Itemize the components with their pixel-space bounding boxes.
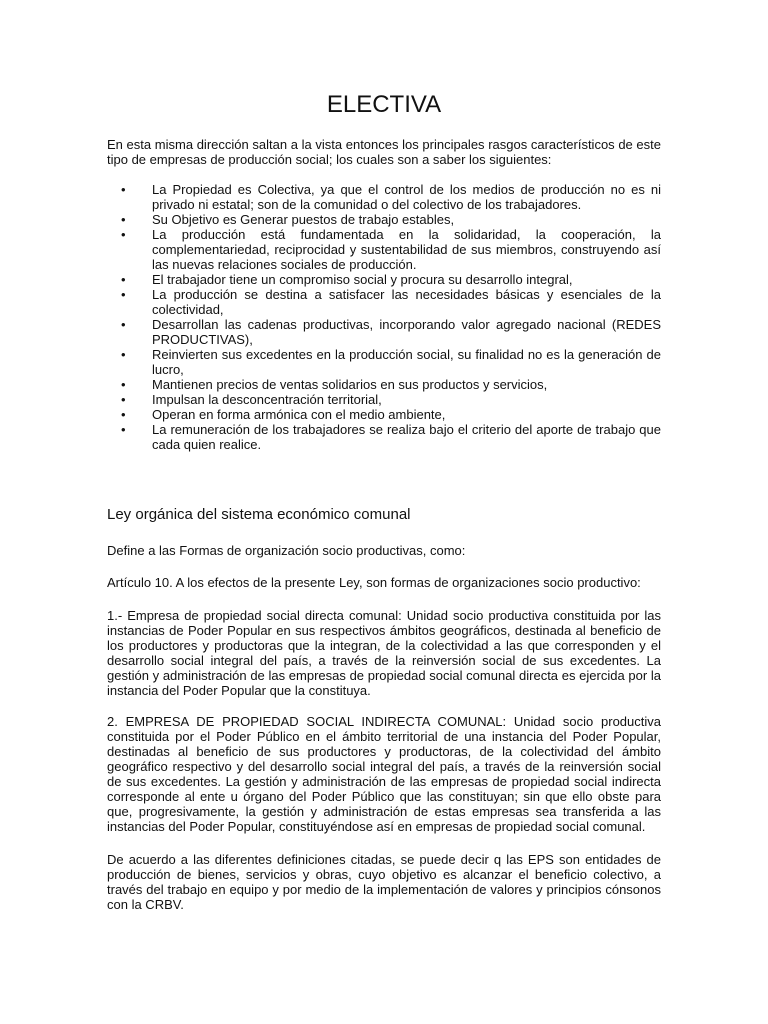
body-paragraph: 2. EMPRESA DE PROPIEDAD SOCIAL INDIRECTA COMUNAL: Unidad socio productiva constituida por el Poder Público en el ámbito territorial de una instancia del Poder Popular, destinadas al beneficio de sus productores y productoras, de la colectividad del ámbito geográfico respectivo y del desarrollo social integral del país, a través de la reinversión social de sus excedentes. La gestión y administración de las empresas de propiedad social indirecta corresponde al ente u órgano del Poder Público que las constituyan; sin que ello obste para que, progresivamente, la gestión y administración de estas empresas sea transferida a las instancias del Poder Popular, constituyéndose así en empresas de propiedad social comunal.	[107, 714, 661, 834]
list-item-text: La remuneración de los trabajadores se realiza bajo el criterio del aporte de trabajo que cada quien realice.	[152, 422, 661, 452]
list-item	[107, 212, 661, 227]
list-item-text: El trabajador tiene un compromiso social y procura su desarrollo integral,	[152, 272, 573, 287]
list-item	[107, 227, 661, 272]
list-item	[107, 317, 661, 347]
list-item-text: Operan en forma armónica con el medio ambiente,	[152, 407, 446, 422]
bullet-icon: •	[121, 347, 126, 362]
bullet-icon: •	[121, 212, 126, 227]
bullet-icon: •	[121, 407, 126, 422]
bullet-icon: •	[121, 227, 126, 242]
intro-paragraph: En esta misma dirección saltan a la vista entonces los principales rasgos característicos de este tipo de empresas de producción social; los cuales son a saber los siguientes:	[107, 137, 661, 167]
list-item	[107, 407, 661, 422]
list-item	[107, 377, 661, 392]
list-item-text: Reinvierten sus excedentes en la producción social, su finalidad no es la generación de lucro,	[152, 347, 661, 377]
bullet-icon: •	[121, 377, 126, 392]
list-item-text: Mantienen precios de ventas solidarios en sus productos y servicios,	[152, 377, 548, 392]
bullet-icon: •	[121, 392, 126, 407]
body-paragraph: 1.- Empresa de propiedad social directa comunal: Unidad socio productiva constituida por las instancias de Poder Popular en sus respectivos ámbitos geográficos, destinada al beneficio de los productores y productoras que la integran, de la colectividad a las que corresponden y el desarrollo social integral del país, a través de la reinversión social de sus excedentes. La gestión y administración de las empresas de propiedad social comunal directa es ejercida por la instancia del Poder Popular que la constituya.	[107, 608, 661, 698]
list-item-text: Su Objetivo es Generar puestos de trabajo estables,	[152, 212, 455, 227]
list-item	[107, 287, 661, 317]
list-item	[107, 347, 661, 377]
section-heading: Ley orgánica del sistema económico comunal	[107, 506, 411, 523]
body-paragraph: Define a las Formas de organización socio productivas, como:	[107, 543, 466, 558]
body-paragraph: Artículo 10. A los efectos de la presente Ley, son formas de organizaciones socio productivo:	[107, 575, 641, 590]
list-item	[107, 392, 661, 407]
list-item-text: La producción está fundamentada en la solidaridad, la cooperación, la complementariedad, reciprocidad y sustentabilidad de sus miembros, construyendo así las nuevas relaciones sociales de producción.	[152, 227, 661, 272]
characteristics-list	[107, 182, 661, 452]
bullet-icon: •	[121, 317, 126, 332]
document-title: ELECTIVA	[326, 91, 442, 118]
bullet-icon: •	[121, 272, 126, 287]
list-item-text: Desarrollan las cadenas productivas, incorporando valor agregado nacional (REDES PRODUCTIVAS),	[152, 317, 661, 347]
list-item-text: La producción se destina a satisfacer las necesidades básicas y esenciales de la colectividad,	[152, 287, 661, 317]
list-item-text: La Propiedad es Colectiva, ya que el control de los medios de producción no es ni privado ni estatal; son de la comunidad o del colectivo de los trabajadores.	[152, 182, 661, 212]
bullet-icon: •	[121, 422, 126, 437]
conclusion-paragraph: De acuerdo a las diferentes definiciones citadas, se puede decir q las EPS son entidades de producción de bienes, servicios y obras, cuyo objetivo es alcanzar el beneficio colectivo, a través del trabajo en equipo y por medio de la implementación de valores y principios cónsonos con la CRBV.	[107, 852, 661, 912]
bullet-icon: •	[121, 182, 126, 197]
list-item	[107, 422, 661, 452]
list-item	[107, 272, 661, 287]
list-item	[107, 182, 661, 212]
bullet-icon: •	[121, 287, 126, 302]
list-item-text: Impulsan la desconcentración territorial,	[152, 392, 382, 407]
